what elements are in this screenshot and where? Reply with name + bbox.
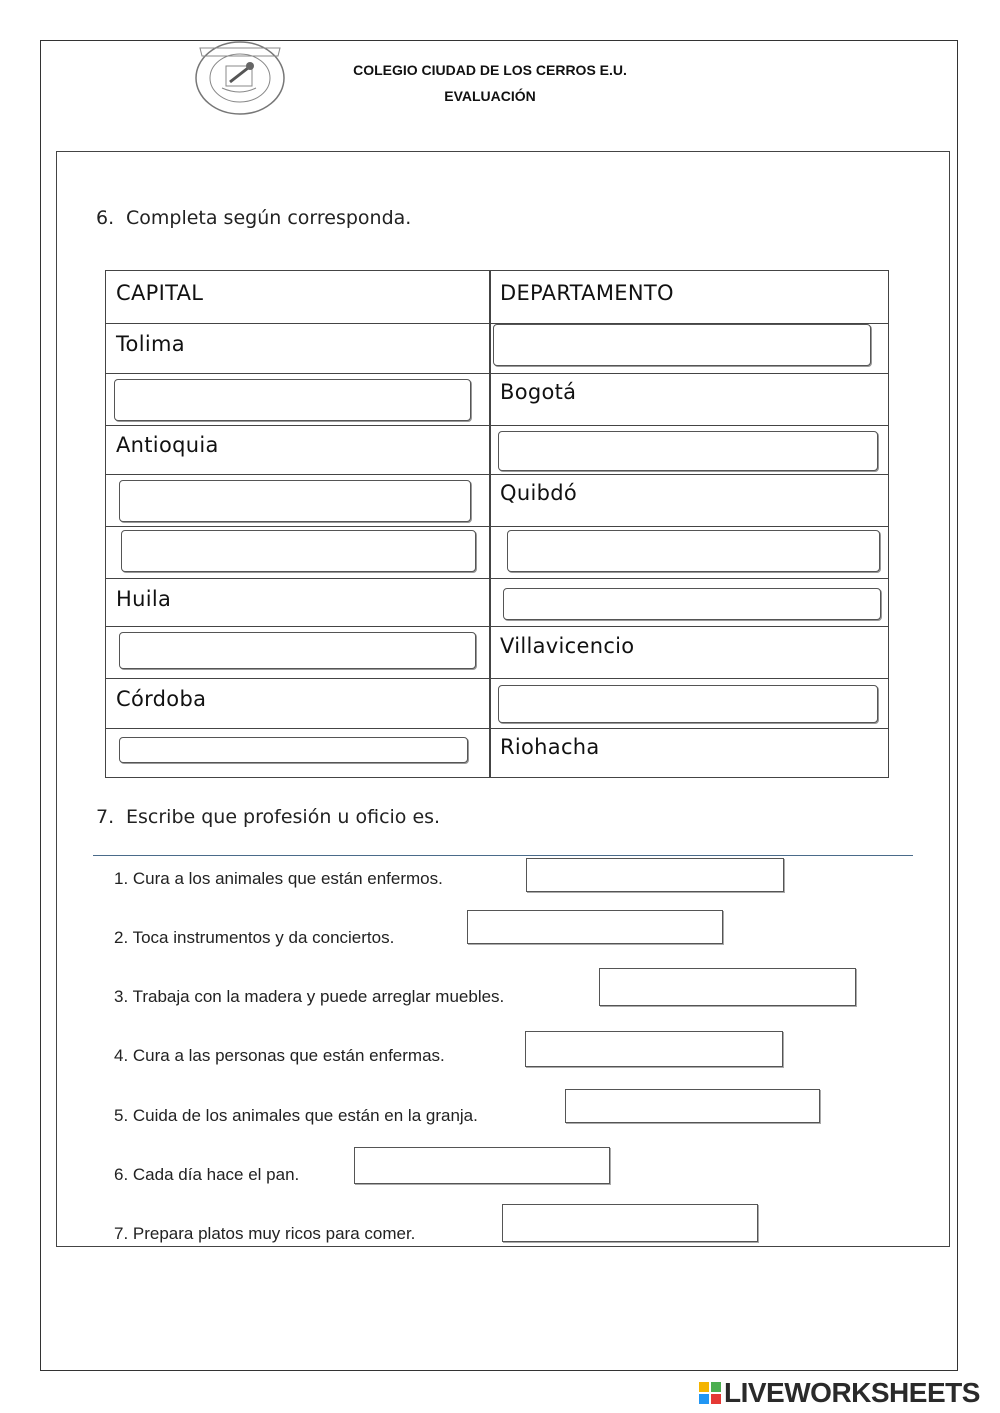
question-7-title bbox=[96, 806, 440, 828]
header-capital: CAPITAL bbox=[116, 281, 204, 305]
answer-input-capital[interactable] bbox=[114, 379, 471, 421]
table-row bbox=[106, 527, 888, 579]
capitals-table bbox=[105, 270, 889, 778]
cell-capital: Antioquia bbox=[116, 433, 219, 457]
answer-input-capital[interactable] bbox=[121, 530, 476, 572]
profession-item-2: 2. Toca instrumentos y da conciertos. bbox=[114, 928, 395, 947]
cell-departamento: Villavicencio bbox=[500, 634, 635, 658]
table-row bbox=[106, 729, 888, 777]
profession-item-5: 5. Cuida de los animales que están en la granja. bbox=[114, 1106, 478, 1125]
table-header-row bbox=[106, 271, 888, 324]
profession-item-4: 4. Cura a las personas que están enfermas. bbox=[114, 1046, 445, 1065]
profession-answer-input-2[interactable] bbox=[467, 910, 723, 944]
cell-departamento: Riohacha bbox=[500, 735, 600, 759]
header-departamento: DEPARTAMENTO bbox=[500, 281, 674, 305]
answer-input-departamento[interactable] bbox=[498, 431, 878, 471]
school-name: COLEGIO CIUDAD DE LOS CERROS E.U. bbox=[353, 62, 627, 78]
profession-answer-input-4[interactable] bbox=[525, 1031, 783, 1067]
profession-item-7: 7. Prepara platos muy ricos para comer. bbox=[114, 1224, 416, 1243]
profession-answer-input-5[interactable] bbox=[565, 1089, 820, 1123]
cell-capital: Córdoba bbox=[116, 687, 207, 711]
evaluation-title: EVALUACIÓN bbox=[444, 88, 536, 104]
profession-item-1: 1. Cura a los animales que están enfermos. bbox=[114, 869, 443, 888]
answer-input-capital[interactable] bbox=[119, 480, 471, 522]
profession-answer-input-3[interactable] bbox=[599, 968, 856, 1006]
answer-input-capital[interactable] bbox=[119, 632, 476, 669]
cell-departamento: Bogotá bbox=[500, 380, 577, 404]
table-row bbox=[106, 475, 888, 527]
table-row bbox=[106, 627, 888, 679]
liveworksheets-wordmark: LIVEWORKSHEETS bbox=[724, 1377, 980, 1408]
table-row bbox=[106, 324, 888, 374]
cell-capital: Tolima bbox=[116, 332, 185, 356]
question-prompt: Completa según corresponda. bbox=[126, 207, 412, 229]
profession-answer-input-7[interactable] bbox=[502, 1204, 758, 1242]
answer-input-departamento[interactable] bbox=[503, 588, 881, 620]
question-number: 6. bbox=[96, 207, 115, 229]
cell-departamento: Quibdó bbox=[500, 481, 577, 505]
profession-answer-input-6[interactable] bbox=[354, 1147, 610, 1184]
school-seal-logo bbox=[192, 38, 288, 116]
table-row bbox=[106, 426, 888, 475]
question-number: 7. bbox=[96, 806, 115, 828]
cell-capital: Huila bbox=[116, 587, 172, 611]
liveworksheets-logo-icon bbox=[698, 1381, 722, 1405]
answer-input-departamento[interactable] bbox=[498, 685, 878, 723]
answer-input-capital[interactable] bbox=[119, 737, 468, 763]
table-row bbox=[106, 374, 888, 426]
profession-item-6: 6. Cada día hace el pan. bbox=[114, 1165, 300, 1184]
question-6-title bbox=[96, 207, 411, 229]
liveworksheets-brand bbox=[698, 1378, 980, 1408]
profession-item-3: 3. Trabaja con la madera y puede arreglar muebles. bbox=[114, 987, 505, 1006]
question-prompt: Escribe que profesión u oficio es. bbox=[126, 806, 441, 828]
answer-input-departamento[interactable] bbox=[493, 324, 871, 366]
answer-input-departamento[interactable] bbox=[507, 530, 880, 572]
table-row bbox=[106, 579, 888, 627]
table-row bbox=[106, 679, 888, 729]
section-rule-line bbox=[93, 855, 913, 856]
profession-answer-input-1[interactable] bbox=[526, 858, 784, 892]
